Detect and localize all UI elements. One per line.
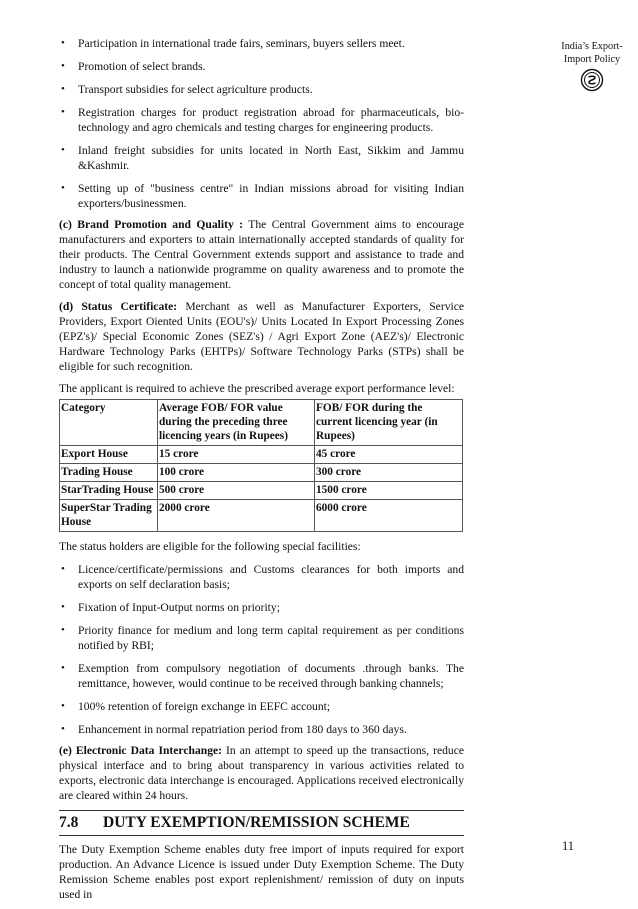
paragraph-text: Merchant as well as Manufacturer Exporters, Service Providers, Export Oiented Units (EOU's)/ Units Located In Export Processing Zones (EPZ's)/ Special Economic Zones (SEZ's) / Agri Export Zone (AEZ's)/ Electronic Hardware Technology Parks (EHTPs)/ Software Technology Parks (STPs) shall be eligible for such recognition. [59,300,465,373]
table-row [60,500,463,532]
wheel-logo-icon [580,68,604,92]
table-cell: 2000 crore [158,500,315,532]
table-cell: Trading House [60,464,158,482]
table-cell: 6000 crore [315,500,463,532]
list-item: • Exemption from compulsory negotiation of documents .through banks. The remittance, however, would continue to be received through banking channels; [61,662,464,690]
paragraph-text: The Central Government aims to encourage manufacturers and exporters to attain internationally accepted standards of quality for their products. The Central Government extends support and assistance to trade and industry to launch a nationwide programme on quality awareness and to promote the concept of total quality management. [59,218,464,291]
section-number: 7.8 [59,814,79,831]
table-cell: 100 crore [158,464,315,482]
table-cell: 500 crore [158,482,315,500]
side-header-line2: Import Policy [563,54,621,65]
table-cell: 15 crore [158,446,315,464]
bullet-icon: • [61,563,65,575]
promotion-bullet-list [59,36,464,211]
list-item: • 100% retention of foreign exchange in EEFC account; [61,700,331,713]
paragraph-text: In an attempt to speed up the transactions, reduce physical interface and to bring about transparency in various activities related to exports, electronic data interchange is encouraged. Applications received electronically are cleared within 24 hours. [59,744,465,802]
bullet-icon: • [61,624,65,636]
table-header-cell: Category [60,400,158,446]
bullet-icon: • [61,723,65,735]
table-header-cell: Average FOB/ FOR value during the preceding three licencing years (in Rupees) [158,400,315,446]
list-item: • Priority finance for medium and long term capital requirement as per conditions notified by RBI; [61,624,464,652]
paragraph-brand-promotion [59,217,464,292]
list-item: • Transport subsidies for select agriculture products. [61,83,313,96]
table-cell: SuperStar Trading House [60,500,158,532]
page-number: 11 [562,839,575,853]
paragraph-status-certificate [59,299,464,374]
bullet-icon: • [61,662,65,674]
table-intro: The applicant is required to achieve the prescribed average export performance level: [59,382,455,395]
paragraph-heading: (e) Electronic Data Interchange: [59,744,222,757]
table-row [60,482,463,500]
bullet-icon: • [61,601,65,613]
bullet-icon: • [61,182,65,194]
paragraph-heading: (d) Status Certificate: [59,300,178,313]
list-item: • Participation in international trade fairs, seminars, buyers sellers meet. [61,37,405,50]
side-header-line1: India’s Export- [561,41,623,52]
paragraph-electronic-data-interchange [59,743,464,803]
paragraph-heading: (c) Brand Promotion and Quality : [59,218,244,231]
table-row [60,446,463,464]
bullet-icon: • [61,144,65,156]
table-row [60,464,463,482]
list-item: • Inland freight subsidies for units located in North East, Sikkim and Jammu &Kashmir. [61,144,464,172]
side-header [552,40,632,92]
list-item: • Registration charges for product registration abroad for pharmaceuticals, bio-technology and agro chemicals and testing charges for engineering products. [61,106,464,134]
main-content [59,36,464,909]
list-item: • Fixation of Input-Output norms on priority; [61,601,280,614]
list-item: • Promotion of select brands. [61,60,206,73]
bullet-icon: • [61,60,65,72]
bullet-icon: • [61,37,65,49]
table-cell: Export House [60,446,158,464]
table-header-row [60,400,463,446]
section-heading [59,810,464,836]
facilities-intro: The status holders are eligible for the following special facilities: [59,540,361,553]
bullet-icon: • [61,106,65,118]
export-performance-table [59,399,463,532]
bullet-icon: • [61,700,65,712]
facilities-bullet-list [59,562,464,737]
section-title: DUTY EXEMPTION/REMISSION SCHEME [103,814,410,831]
table-cell: 300 crore [315,464,463,482]
list-item: • Licence/certificate/permissions and Customs clearances for both imports and exports on self declaration basis; [61,563,464,591]
table-cell: 45 crore [315,446,463,464]
section-paragraph: The Duty Exemption Scheme enables duty free import of inputs required for export production. An Advance Licence is issued under Duty Exemption Scheme. The Duty Remission Scheme enables post export replenishment/ remission of duty on inputs used in [59,843,464,901]
table-header-cell: FOB/ FOR during the current licencing year (in Rupees) [315,400,463,446]
bullet-icon: • [61,83,65,95]
table-cell: StarTrading House [60,482,158,500]
table-cell: 1500 crore [315,482,463,500]
list-item: • Enhancement in normal repatriation period from 180 days to 360 days. [61,723,407,736]
list-item: • Setting up of "business centre" in Indian missions abroad for visiting Indian exporters/businessmen. [61,182,464,210]
